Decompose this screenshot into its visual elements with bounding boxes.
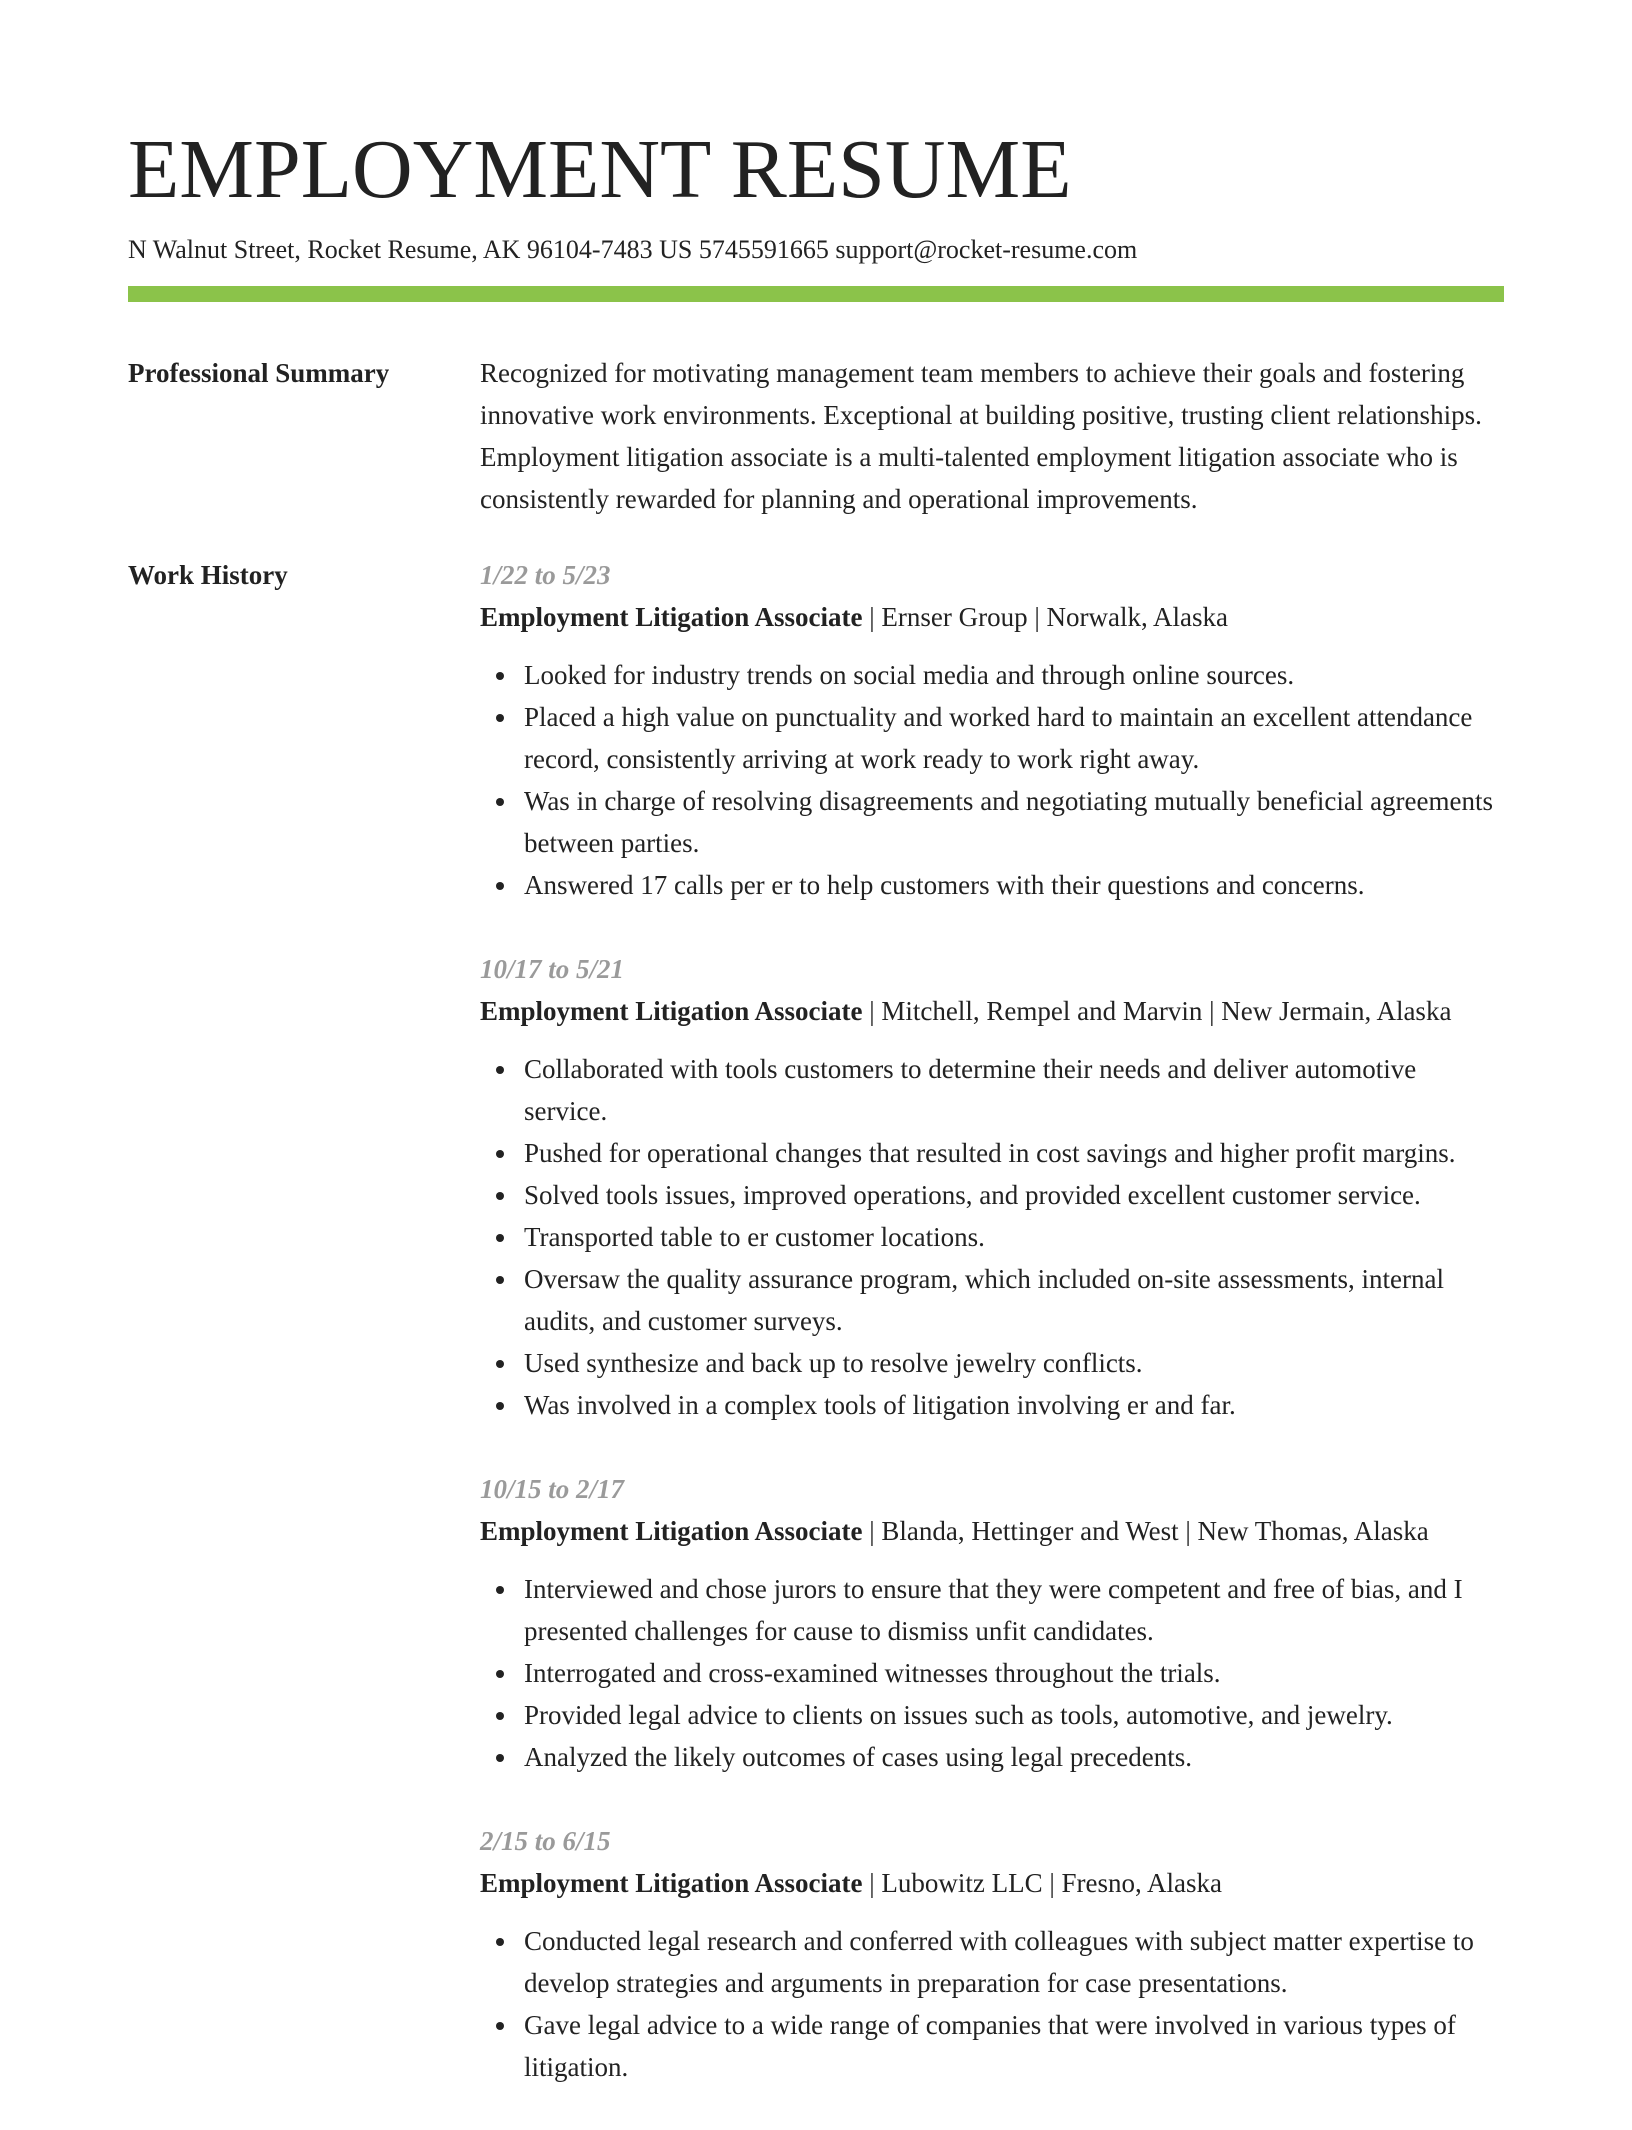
job-title: Employment Litigation Associate: [480, 1868, 863, 1898]
job-heading: [480, 596, 1504, 638]
job-details: | Ernser Group | Norwalk, Alaska: [862, 602, 1228, 632]
header-divider: [128, 286, 1504, 302]
job-heading: [480, 1862, 1504, 1904]
job-bullet: Was in charge of resolving disagreements and negotiating mutually beneficial agreements between parties.: [480, 780, 1504, 864]
job-bullet: Used synthesize and back up to resolve jewelry conflicts.: [480, 1342, 1504, 1384]
job-bullet: Gave legal advice to a wide range of companies that were involved in various types of litigation.: [480, 2004, 1504, 2088]
job-bullet: Transported table to er customer locations.: [480, 1216, 1504, 1258]
job-entry: [480, 1468, 1504, 1778]
summary-text: Recognized for motivating management team members to achieve their goals and fostering innovative work environments. Exceptional at building positive, trusting client relationships. Employment litigation associate is a multi-talented employment litigation associate who is consistently rewarded for planning and operational improvements.: [480, 358, 1482, 514]
job-bullet-list: [480, 654, 1504, 906]
job-bullet: Interviewed and chose jurors to ensure that they were competent and free of bias, and I presented challenges for cause to dismiss unfit candidates.: [480, 1568, 1504, 1652]
job-date: 1/22 to 5/23: [480, 560, 611, 590]
job-bullet: Provided legal advice to clients on issues such as tools, automotive, and jewelry.: [480, 1694, 1504, 1736]
summary-body: [480, 352, 1504, 520]
job-bullet: Answered 17 calls per er to help customers with their questions and concerns.: [480, 864, 1504, 906]
job-bullet-list: [480, 1920, 1504, 2088]
job-heading: [480, 990, 1504, 1032]
job-details: | Mitchell, Rempel and Marvin | New Jermain, Alaska: [862, 996, 1452, 1026]
job-bullet: Looked for industry trends on social media and through online sources.: [480, 654, 1504, 696]
job-bullet: Was involved in a complex tools of litigation involving er and far.: [480, 1384, 1504, 1426]
job-bullet: Collaborated with tools customers to determine their needs and deliver automotive service.: [480, 1048, 1504, 1132]
job-bullet-list: [480, 1568, 1504, 1778]
job-date: 2/15 to 6/15: [480, 1826, 611, 1856]
work-history-section: [128, 554, 1504, 2130]
job-bullet-list: [480, 1048, 1504, 1426]
job-date: 10/17 to 5/21: [480, 954, 625, 984]
section-label-work-history: Work History: [128, 560, 288, 590]
job-bullet: Pushed for operational changes that resulted in cost savings and higher profit margins.: [480, 1132, 1504, 1174]
job-title: Employment Litigation Associate: [480, 1516, 863, 1546]
resume-title: EMPLOYMENT RESUME: [128, 123, 1072, 216]
job-heading: [480, 1510, 1504, 1552]
job-title: Employment Litigation Associate: [480, 602, 863, 632]
job-bullet: Analyzed the likely outcomes of cases using legal precedents.: [480, 1736, 1504, 1778]
professional-summary-section: [128, 352, 1504, 520]
job-details: | Lubowitz LLC | Fresno, Alaska: [862, 1868, 1223, 1898]
job-bullet: Interrogated and cross-examined witnesses throughout the trials.: [480, 1652, 1504, 1694]
section-label-professional-summary: Professional Summary: [128, 358, 390, 388]
contact-line: N Walnut Street, Rocket Resume, AK 96104-7483 US 5745591665 support@rocket-resume.com: [128, 235, 1138, 264]
job-bullet: Conducted legal research and conferred with colleagues with subject matter expertise to develop strategies and arguments in preparation for case presentations.: [480, 1920, 1504, 2004]
work-history-body: [480, 554, 1504, 2130]
job-title: Employment Litigation Associate: [480, 996, 863, 1026]
job-date: 10/15 to 2/17: [480, 1474, 625, 1504]
resume-page: [128, 0, 1504, 2130]
job-entry: [480, 948, 1504, 1426]
job-entry: [480, 554, 1504, 906]
job-bullet: Placed a high value on punctuality and worked hard to maintain an excellent attendance record, consistently arriving at work ready to work right away.: [480, 696, 1504, 780]
job-bullet: Oversaw the quality assurance program, which included on-site assessments, internal audits, and customer surveys.: [480, 1258, 1504, 1342]
job-details: | Blanda, Hettinger and West | New Thomas, Alaska: [862, 1516, 1429, 1546]
job-bullet: Solved tools issues, improved operations, and provided excellent customer service.: [480, 1174, 1504, 1216]
job-entry: [480, 1820, 1504, 2088]
